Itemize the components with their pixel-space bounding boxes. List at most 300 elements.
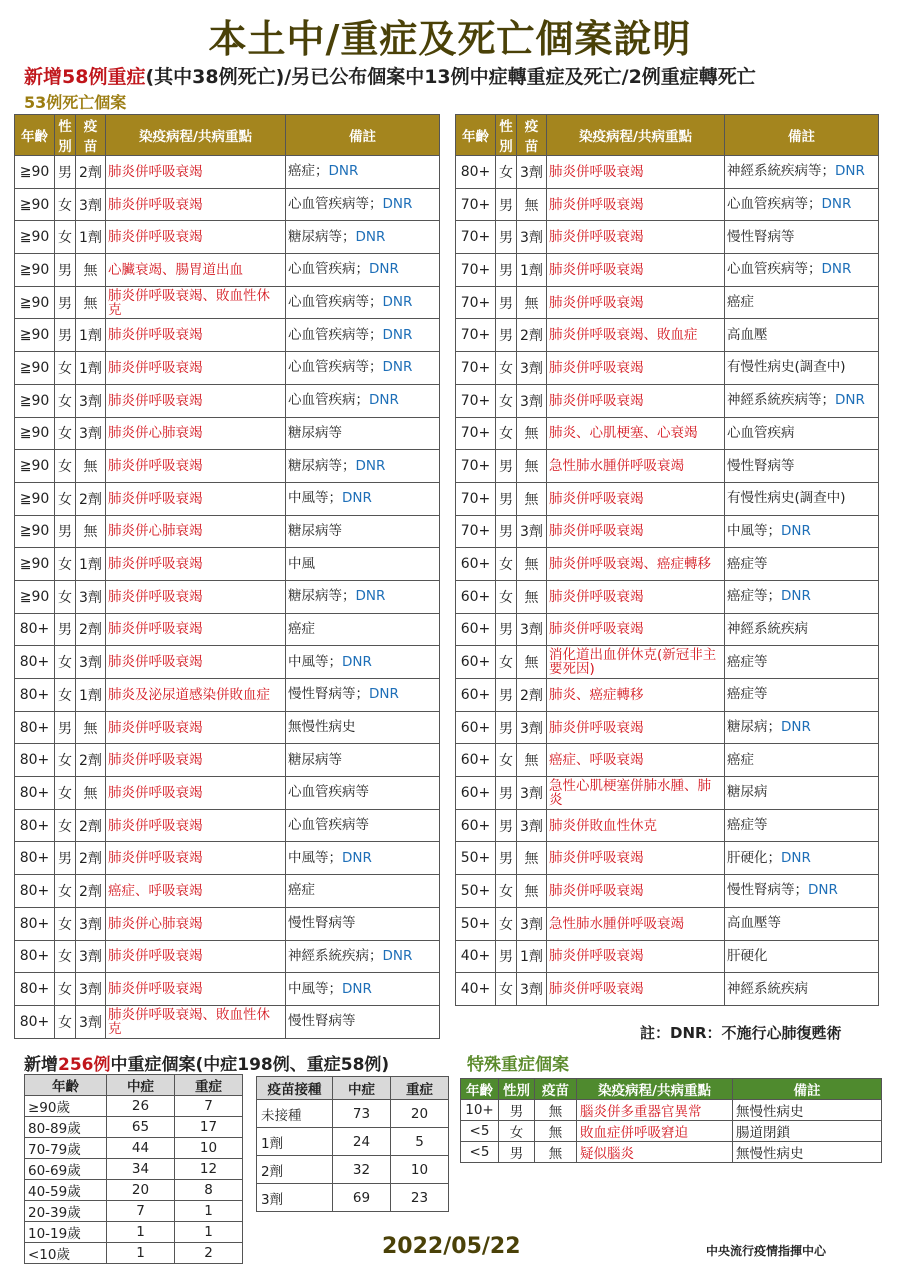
age-cell: <10歲: [25, 1243, 107, 1264]
table-row: [257, 1156, 449, 1184]
sex-cell: 女: [496, 973, 517, 1006]
table-row: [15, 875, 440, 908]
age-cell: 60+: [456, 580, 496, 613]
vaccine-cell: 無: [76, 286, 106, 319]
vaccine-cell: 1劑: [257, 1128, 333, 1156]
remark-cell: [286, 482, 440, 515]
age-cell: 40+: [456, 940, 496, 973]
age-cell: 80+: [15, 744, 55, 777]
remark-text: 糖尿病等: [288, 751, 342, 768]
remark-cell: [286, 809, 440, 842]
age-cell: 70+: [456, 352, 496, 385]
moderate-count: 256例: [58, 1055, 111, 1075]
special-cell: 無慢性病史: [733, 1142, 882, 1163]
table-row: [461, 1121, 882, 1142]
dnr-tag: DNR: [342, 490, 372, 507]
sex-cell: 男: [55, 613, 76, 646]
sex-cell: 男: [496, 809, 517, 842]
special-cell: 無慢性病史: [733, 1100, 882, 1121]
vaccine-cell: 3劑: [257, 1184, 333, 1212]
remark-text: 糖尿病: [727, 784, 768, 801]
course-cell: 肺炎併呼吸衰竭: [547, 842, 725, 875]
sex-cell: 女: [496, 907, 517, 940]
remark-text: 癌症等: [727, 555, 768, 572]
dnr-tag: DNR: [342, 653, 372, 670]
remark-text: 肝硬化；: [727, 849, 781, 866]
course-cell: 肺炎併呼吸衰竭: [547, 384, 725, 417]
table-row: [15, 809, 440, 842]
remark-text: 心血管疾病: [727, 424, 795, 441]
remark-text: 心血管疾病等: [288, 784, 369, 801]
table-row: [15, 188, 440, 221]
age-cell: ≧90: [15, 254, 55, 287]
vaccine-cell: 3劑: [76, 646, 106, 679]
vaccine-cell: 3劑: [517, 221, 547, 254]
death-right-header-cell: 性別: [496, 115, 517, 156]
remark-text: 癌症等: [727, 817, 768, 834]
course-cell: 肺炎併呼吸衰竭: [547, 940, 725, 973]
sex-cell: 男: [496, 842, 517, 875]
course-cell: 肺炎併敗血性休克: [547, 809, 725, 842]
sex-cell: 男: [496, 613, 517, 646]
dnr-note: 註：DNR：不施行心肺復甦術: [640, 1024, 842, 1042]
dnr-tag: DNR: [342, 849, 372, 866]
vaccine-cell: 3劑: [76, 384, 106, 417]
vaccine-cell: 無: [517, 875, 547, 908]
vaccine-cell: 24: [333, 1128, 391, 1156]
table-row: [456, 646, 879, 679]
remark-text: 心血管疾病等；: [288, 326, 383, 343]
vaccine-cell: 20: [391, 1100, 449, 1128]
course-cell: 肺炎及泌尿道感染併敗血症: [106, 679, 286, 712]
vaccine-cell: 2劑: [517, 679, 547, 712]
table-row: [15, 744, 440, 777]
age-cell: 70+: [456, 286, 496, 319]
table-row: [15, 711, 440, 744]
vaccine-cell: 1劑: [517, 940, 547, 973]
vaccine-cell: 無: [517, 188, 547, 221]
age-cell: 7: [175, 1096, 243, 1117]
death-left-header-cell: 備註: [286, 115, 440, 156]
course-cell: 肺炎併呼吸衰竭: [106, 384, 286, 417]
sex-cell: 男: [496, 515, 517, 548]
table-row: [15, 384, 440, 417]
remark-cell: [725, 679, 879, 712]
age-cell: 70+: [456, 188, 496, 221]
remark-cell: [725, 875, 879, 908]
dnr-tag: DNR: [781, 849, 811, 866]
vaccine-cell: 10: [391, 1156, 449, 1184]
remark-cell: [725, 515, 879, 548]
age-cell: ≧90: [15, 156, 55, 189]
sex-cell: 男: [496, 188, 517, 221]
dnr-tag: DNR: [382, 294, 413, 311]
death-right-header-cell: 年齡: [456, 115, 496, 156]
age-cell: 60-69歲: [25, 1159, 107, 1180]
vaccine-cell: 無: [76, 777, 106, 810]
special-cell: 敗血症併呼吸窘迫: [577, 1121, 733, 1142]
course-cell: 肺炎併呼吸衰竭: [547, 711, 725, 744]
remark-text: 神經系統疾病；: [288, 947, 383, 964]
table-row: [456, 319, 879, 352]
death-table-right: [455, 114, 879, 1006]
vaccine-cell: 無: [517, 842, 547, 875]
vaccine-cell: 無: [517, 548, 547, 581]
remark-cell: [286, 352, 440, 385]
sex-cell: 男: [496, 221, 517, 254]
vaccine-cell: 3劑: [76, 907, 106, 940]
moderate-prefix: 新增: [24, 1055, 58, 1075]
sex-cell: 男: [55, 254, 76, 287]
remark-text: 神經系統疾病等；: [727, 163, 835, 180]
table-row: [456, 515, 879, 548]
dnr-tag: DNR: [835, 163, 865, 180]
table-row: [456, 156, 879, 189]
table-row: [15, 940, 440, 973]
vaccine-cell: 無: [517, 286, 547, 319]
sex-cell: 女: [55, 482, 76, 515]
remark-text: 中風等；: [288, 653, 342, 670]
age-cell: 1: [107, 1243, 175, 1264]
special-cell: 無: [535, 1121, 577, 1142]
remark-cell: [286, 744, 440, 777]
remark-cell: [286, 973, 440, 1006]
age-header-cell: 重症: [175, 1075, 243, 1096]
remark-text: 慢性腎病等: [727, 457, 795, 474]
age-cell: 60+: [456, 777, 496, 810]
special-cell: 女: [499, 1121, 535, 1142]
remark-cell: [725, 188, 879, 221]
vaccine-cell: 1劑: [517, 254, 547, 287]
remark-cell: [286, 548, 440, 581]
table-row: [15, 254, 440, 287]
vaccine-cell: 3劑: [517, 156, 547, 189]
age-cell: 17: [175, 1117, 243, 1138]
remark-cell: [286, 319, 440, 352]
remark-text: 中風等；: [727, 522, 781, 539]
remark-text: 高血壓等: [727, 915, 781, 932]
sex-cell: 女: [496, 156, 517, 189]
remark-cell: [725, 450, 879, 483]
vaccine-table: [256, 1076, 449, 1212]
course-cell: 肺炎併呼吸衰竭、敗血性休克: [106, 1005, 286, 1038]
vaccine-cell: 3劑: [517, 907, 547, 940]
remark-text: 癌症等；: [727, 588, 781, 605]
vaccine-cell: 無: [76, 515, 106, 548]
age-cell: 1: [175, 1222, 243, 1243]
remark-cell: [725, 156, 879, 189]
sex-cell: 女: [496, 384, 517, 417]
vaccine-cell: 1劑: [76, 548, 106, 581]
special-cell: 腦炎併多重器官異常: [577, 1100, 733, 1121]
course-cell: 心臟衰竭、腸胃道出血: [106, 254, 286, 287]
vaccine-cell: 3劑: [76, 188, 106, 221]
remark-text: 癌症: [288, 620, 315, 637]
special-cell: 腸道閉鎖: [733, 1121, 882, 1142]
course-cell: 肺炎併呼吸衰竭: [106, 156, 286, 189]
age-cell: ≧90: [15, 319, 55, 352]
table-row: [15, 613, 440, 646]
special-cell: 疑似腦炎: [577, 1142, 733, 1163]
vaccine-cell: 無: [517, 417, 547, 450]
remark-text: 慢性腎病等: [288, 1013, 356, 1030]
dnr-tag: DNR: [382, 947, 413, 964]
table-row: [15, 842, 440, 875]
sex-cell: 女: [55, 1005, 76, 1038]
vaccine-cell: 2劑: [76, 482, 106, 515]
table-row: [456, 875, 879, 908]
vaccine-cell: 3劑: [76, 940, 106, 973]
remark-text: 心血管疾病等；: [727, 261, 822, 278]
course-cell: 肺炎併呼吸衰竭: [547, 482, 725, 515]
table-row: [456, 384, 879, 417]
remark-cell: [725, 842, 879, 875]
course-cell: 肺炎併呼吸衰竭: [106, 450, 286, 483]
age-cell: 10-19歲: [25, 1222, 107, 1243]
remark-cell: [725, 907, 879, 940]
vaccine-cell: 2劑: [76, 809, 106, 842]
special-header-cell: 性別: [499, 1079, 535, 1100]
remark-cell: [725, 417, 879, 450]
course-cell: 肺炎併呼吸衰竭: [106, 744, 286, 777]
table-row: [456, 352, 879, 385]
remark-text: 癌症等: [727, 686, 768, 703]
remark-text: 有慢性病史(調查中): [727, 359, 846, 376]
remark-text: 心血管疾病等: [288, 817, 369, 834]
sex-cell: 女: [55, 646, 76, 679]
sex-cell: 女: [55, 973, 76, 1006]
age-cell: 60+: [456, 744, 496, 777]
table-row: [456, 777, 879, 810]
sex-cell: 女: [496, 580, 517, 613]
table-row: [25, 1159, 243, 1180]
dnr-tag: DNR: [781, 719, 811, 736]
age-cell: 80-89歲: [25, 1117, 107, 1138]
vaccine-header-cell: 重症: [391, 1077, 449, 1100]
age-cell: 80+: [15, 613, 55, 646]
age-cell: ≧90: [15, 384, 55, 417]
special-cell: 10+: [461, 1100, 499, 1121]
course-cell: 肺炎併呼吸衰竭: [106, 548, 286, 581]
vaccine-cell: 3劑: [517, 973, 547, 1006]
dnr-tag: DNR: [835, 392, 865, 409]
remark-cell: [725, 254, 879, 287]
age-cell: 80+: [15, 777, 55, 810]
remark-text: 慢性腎病等: [288, 915, 356, 932]
remark-cell: [286, 188, 440, 221]
remark-text: 心血管疾病等；: [727, 196, 822, 213]
remark-text: 糖尿病等；: [288, 228, 356, 245]
vaccine-cell: 未接種: [257, 1100, 333, 1128]
dnr-tag: DNR: [781, 588, 811, 605]
course-cell: 肺炎併呼吸衰竭: [547, 515, 725, 548]
course-cell: 肺炎併呼吸衰竭: [106, 809, 286, 842]
age-cell: 1: [175, 1201, 243, 1222]
table-row: [15, 450, 440, 483]
sex-cell: 女: [496, 646, 517, 679]
course-cell: 肺炎併呼吸衰竭: [547, 188, 725, 221]
remark-text: 心血管疾病等；: [288, 359, 383, 376]
table-row: [25, 1117, 243, 1138]
special-cell: 無: [535, 1100, 577, 1121]
organization-name: 中央流行疫情指揮中心: [706, 1244, 827, 1258]
remark-cell: [725, 580, 879, 613]
course-cell: 肺炎併呼吸衰竭: [547, 286, 725, 319]
vaccine-cell: 3劑: [517, 352, 547, 385]
remark-cell: [286, 417, 440, 450]
vaccine-header-cell: 中症: [333, 1077, 391, 1100]
sex-cell: 男: [55, 319, 76, 352]
course-cell: 肺炎併心肺衰竭: [106, 515, 286, 548]
table-row: [456, 450, 879, 483]
table-row: [15, 482, 440, 515]
sex-cell: 男: [55, 711, 76, 744]
remark-cell: [286, 156, 440, 189]
remark-cell: [725, 482, 879, 515]
remark-cell: [286, 777, 440, 810]
table-row: [456, 973, 879, 1006]
vaccine-cell: 3劑: [76, 1005, 106, 1038]
vaccine-cell: 73: [333, 1100, 391, 1128]
special-table: [460, 1078, 882, 1163]
vaccine-cell: 無: [517, 450, 547, 483]
remark-text: 糖尿病等: [288, 522, 342, 539]
remark-cell: [725, 777, 879, 810]
table-row: [15, 580, 440, 613]
course-cell: 肺炎併呼吸衰竭: [106, 842, 286, 875]
remark-text: 癌症；: [288, 163, 329, 180]
dnr-tag: DNR: [382, 196, 413, 213]
age-cell: 80+: [15, 809, 55, 842]
age-cell: 70+: [456, 515, 496, 548]
death-left-header-cell: 染疫病程/共病重點: [106, 115, 286, 156]
dnr-tag: DNR: [355, 228, 386, 245]
table-row: [25, 1201, 243, 1222]
remark-cell: [725, 744, 879, 777]
age-cell: 70+: [456, 254, 496, 287]
table-row: [456, 221, 879, 254]
age-cell: 8: [175, 1180, 243, 1201]
special-section-title: 特殊重症個案: [467, 1055, 569, 1075]
remark-cell: [286, 613, 440, 646]
course-cell: 肺炎併呼吸衰竭: [106, 711, 286, 744]
vaccine-cell: 2劑: [517, 319, 547, 352]
dnr-tag: DNR: [369, 392, 399, 409]
vaccine-cell: 1劑: [76, 221, 106, 254]
age-cell: 80+: [456, 156, 496, 189]
table-row: [15, 221, 440, 254]
table-row: [15, 156, 440, 189]
sex-cell: 女: [55, 188, 76, 221]
subtitle-highlight: 新增58例重症: [24, 66, 146, 88]
remark-text: 有慢性病史(調查中): [727, 490, 846, 507]
remark-cell: [725, 384, 879, 417]
course-cell: 肺炎併呼吸衰竭: [106, 613, 286, 646]
vaccine-cell: 2劑: [76, 875, 106, 908]
vaccine-cell: 1劑: [76, 319, 106, 352]
sex-cell: 女: [55, 580, 76, 613]
remark-text: 中風等；: [288, 490, 342, 507]
sex-cell: 女: [55, 875, 76, 908]
course-cell: 肺炎併呼吸衰竭: [106, 352, 286, 385]
remark-text: 神經系統疾病: [727, 620, 808, 637]
age-header-cell: 年齡: [25, 1075, 107, 1096]
sex-cell: 女: [55, 352, 76, 385]
course-cell: 肺炎併呼吸衰竭: [547, 254, 725, 287]
vaccine-cell: 3劑: [76, 580, 106, 613]
sex-cell: 男: [496, 286, 517, 319]
sex-cell: 男: [55, 515, 76, 548]
remark-cell: [286, 286, 440, 319]
course-cell: 肺炎併呼吸衰竭: [106, 973, 286, 1006]
table-row: [15, 319, 440, 352]
course-cell: 肺炎併呼吸衰竭: [547, 973, 725, 1006]
vaccine-cell: 1劑: [76, 352, 106, 385]
course-cell: 肺炎併呼吸衰竭: [106, 777, 286, 810]
course-cell: 肺炎併呼吸衰竭、癌症轉移: [547, 548, 725, 581]
age-cell: 1: [107, 1222, 175, 1243]
vaccine-cell: 2劑: [76, 156, 106, 189]
remark-cell: [286, 907, 440, 940]
remark-text: 癌症等: [727, 653, 768, 670]
sex-cell: 男: [496, 254, 517, 287]
vaccine-cell: 無: [517, 482, 547, 515]
age-cell: 40-59歲: [25, 1180, 107, 1201]
subtitle-rest: (其中38例死亡)/另已公布個案中13例中症轉重症及死亡/2例重症轉死亡: [145, 66, 756, 88]
table-row: [456, 417, 879, 450]
table-row: [257, 1128, 449, 1156]
age-cell: 7: [107, 1201, 175, 1222]
sex-cell: 男: [496, 482, 517, 515]
vaccine-cell: 23: [391, 1184, 449, 1212]
remark-cell: [286, 580, 440, 613]
table-row: [25, 1138, 243, 1159]
vaccine-cell: 2劑: [76, 744, 106, 777]
table-row: [257, 1100, 449, 1128]
remark-cell: [286, 384, 440, 417]
vaccine-cell: 無: [517, 646, 547, 679]
age-cell: 2: [175, 1243, 243, 1264]
death-left-header-cell: 疫苗: [76, 115, 106, 156]
remark-cell: [286, 842, 440, 875]
sex-cell: 女: [55, 221, 76, 254]
table-row: [15, 646, 440, 679]
course-cell: 肺炎併呼吸衰竭: [106, 319, 286, 352]
table-row: [456, 580, 879, 613]
remark-cell: [286, 515, 440, 548]
table-row: [25, 1180, 243, 1201]
course-cell: 肺炎併心肺衰竭: [106, 417, 286, 450]
age-cell: 80+: [15, 646, 55, 679]
course-cell: 肺炎併呼吸衰竭: [547, 156, 725, 189]
vaccine-header-cell: 疫苗接種: [257, 1077, 333, 1100]
sex-cell: 女: [55, 744, 76, 777]
moderate-suffix: 中重症個案(中症198例、重症58例): [110, 1055, 390, 1075]
age-cell: ≥90歲: [25, 1096, 107, 1117]
age-cell: 80+: [15, 679, 55, 712]
dnr-tag: DNR: [382, 359, 413, 376]
special-cell: 男: [499, 1100, 535, 1121]
age-cell: ≧90: [15, 580, 55, 613]
death-right-header-cell: 染疫病程/共病重點: [547, 115, 725, 156]
remark-text: 神經系統疾病: [727, 980, 808, 997]
special-header-cell: 疫苗: [535, 1079, 577, 1100]
age-cell: ≧90: [15, 515, 55, 548]
age-cell: ≧90: [15, 548, 55, 581]
course-cell: 肺炎併呼吸衰竭: [547, 875, 725, 908]
table-row: [456, 286, 879, 319]
age-cell: ≧90: [15, 352, 55, 385]
